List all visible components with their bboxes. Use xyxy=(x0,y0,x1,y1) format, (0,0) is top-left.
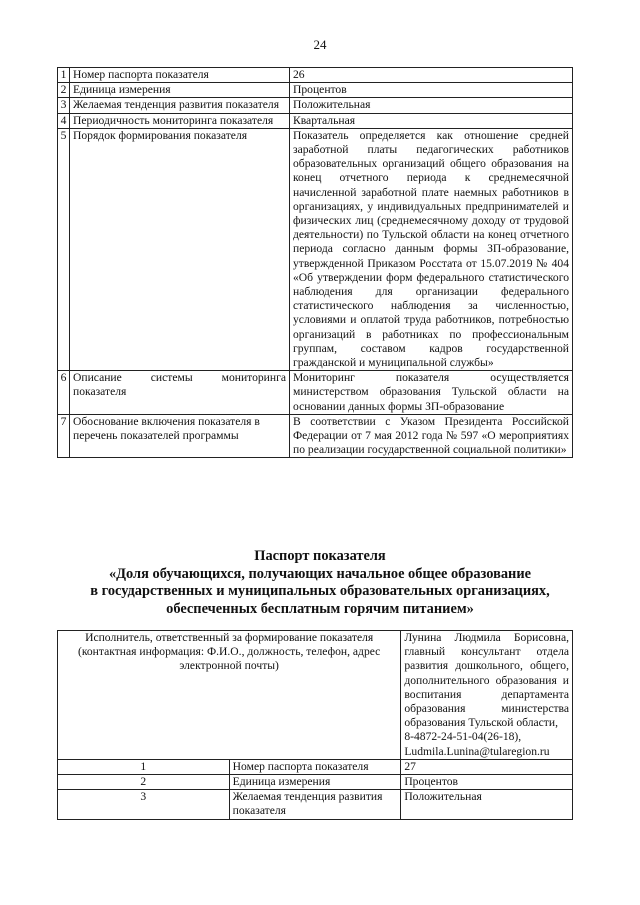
row-label: Единица измерения xyxy=(229,775,401,790)
passport-heading xyxy=(0,548,640,618)
row-value: Показатель определяется как отношение средней заработной платы педагогических работников образовательных организаций общего образования на конец отчетного периода к среднемесячной начисленной заработной плате наемных работников в организациях, у индивидуальных предпринимателей и физических лиц (среднемесячному доходу от трудовой деятельности) по Тульской области на конец отчетного периода согласно данным формы ЗП-образование, утвержденной Приказом Росстата от 15.07.2019 № 404 «Об утверждении форм федерального статистического наблюдения для организации федерального статистического наблюдения за численностью, условиями и оплатой труда работников, потребностью организаций в работниках по профессиональным группам, составом кадров государственной гражданской и муниципальной службы» xyxy=(290,128,573,370)
row-label: Обоснование включения показателя в перечень показателей программы xyxy=(70,414,290,458)
row-label: Номер паспорта показателя xyxy=(70,68,290,83)
row-label: Порядок формирования показателя xyxy=(70,128,290,370)
table-row xyxy=(58,775,573,790)
executor-row xyxy=(58,631,573,760)
row-number: 7 xyxy=(58,414,70,458)
executor-email: Ludmila.Lunina@tularegion.ru xyxy=(404,744,550,758)
row-number: 1 xyxy=(58,68,70,83)
table-row xyxy=(58,68,573,83)
row-value: Положительная xyxy=(401,790,573,819)
page-number: 24 xyxy=(313,37,327,52)
row-value: 26 xyxy=(290,68,573,83)
row-number: 2 xyxy=(58,83,70,98)
row-number: 5 xyxy=(58,128,70,370)
row-label: Номер паспорта показателя xyxy=(229,759,401,774)
row-number: 4 xyxy=(58,113,70,128)
row-label: Описание системы мониторинга показателя xyxy=(70,371,290,415)
executor-value xyxy=(401,631,573,760)
row-value: Квартальная xyxy=(290,113,573,128)
executor-label: Исполнитель, ответственный за формирование показателя (контактная информация: Ф.И.О., должность, телефон, адрес электронной почты) xyxy=(58,631,401,760)
row-number: 1 xyxy=(58,759,230,774)
table-row xyxy=(58,98,573,113)
executor-phone: 8-4872-24-51-04(26-18), xyxy=(404,730,522,744)
table-row xyxy=(58,128,573,370)
row-label: Периодичность мониторинга показателя xyxy=(70,113,290,128)
row-number: 2 xyxy=(58,775,230,790)
indicator-passport-table-26 xyxy=(57,67,573,458)
row-value: Мониторинг показателя осуществляется министерством образования Тульской области на основании данных формы ЗП-образование xyxy=(290,371,573,415)
row-label: Желаемая тенденция развития показателя xyxy=(229,790,401,819)
heading-name-line: «Доля обучающихся, получающих начальное общее образование xyxy=(108,565,532,582)
row-label: Единица измерения xyxy=(70,83,290,98)
row-value: В соответствии с Указом Президента Российской Федерации от 7 мая 2012 года № 597 «О мероприятиях по реализации государственной социальной политики» xyxy=(290,414,573,458)
table-row xyxy=(58,414,573,458)
heading-name-line: обеспеченных бесплатным горячим питанием» xyxy=(166,600,474,617)
row-value: 27 xyxy=(401,759,573,774)
row-value: Процентов xyxy=(290,83,573,98)
row-number: 3 xyxy=(58,790,230,819)
row-label: Желаемая тенденция развития показателя xyxy=(70,98,290,113)
row-value: Положительная xyxy=(290,98,573,113)
table-row xyxy=(58,371,573,415)
table-row xyxy=(58,113,573,128)
table-row xyxy=(58,83,573,98)
row-number: 3 xyxy=(58,98,70,113)
row-number: 6 xyxy=(58,371,70,415)
heading-name-line: в государственных и муниципальных образовательных организациях, xyxy=(90,583,550,599)
table-row xyxy=(58,790,573,819)
heading-title: Паспорт показателя xyxy=(254,548,386,564)
indicator-passport-table-27 xyxy=(57,630,573,820)
row-value: Процентов xyxy=(401,775,573,790)
executor-details: Лунина Людмила Борисовна, главный консультант отдела развития дошкольного, общего, дополнительного образования и воспитания департамента образования министерства образования Тульской области, xyxy=(404,631,569,730)
table-row xyxy=(58,759,573,774)
